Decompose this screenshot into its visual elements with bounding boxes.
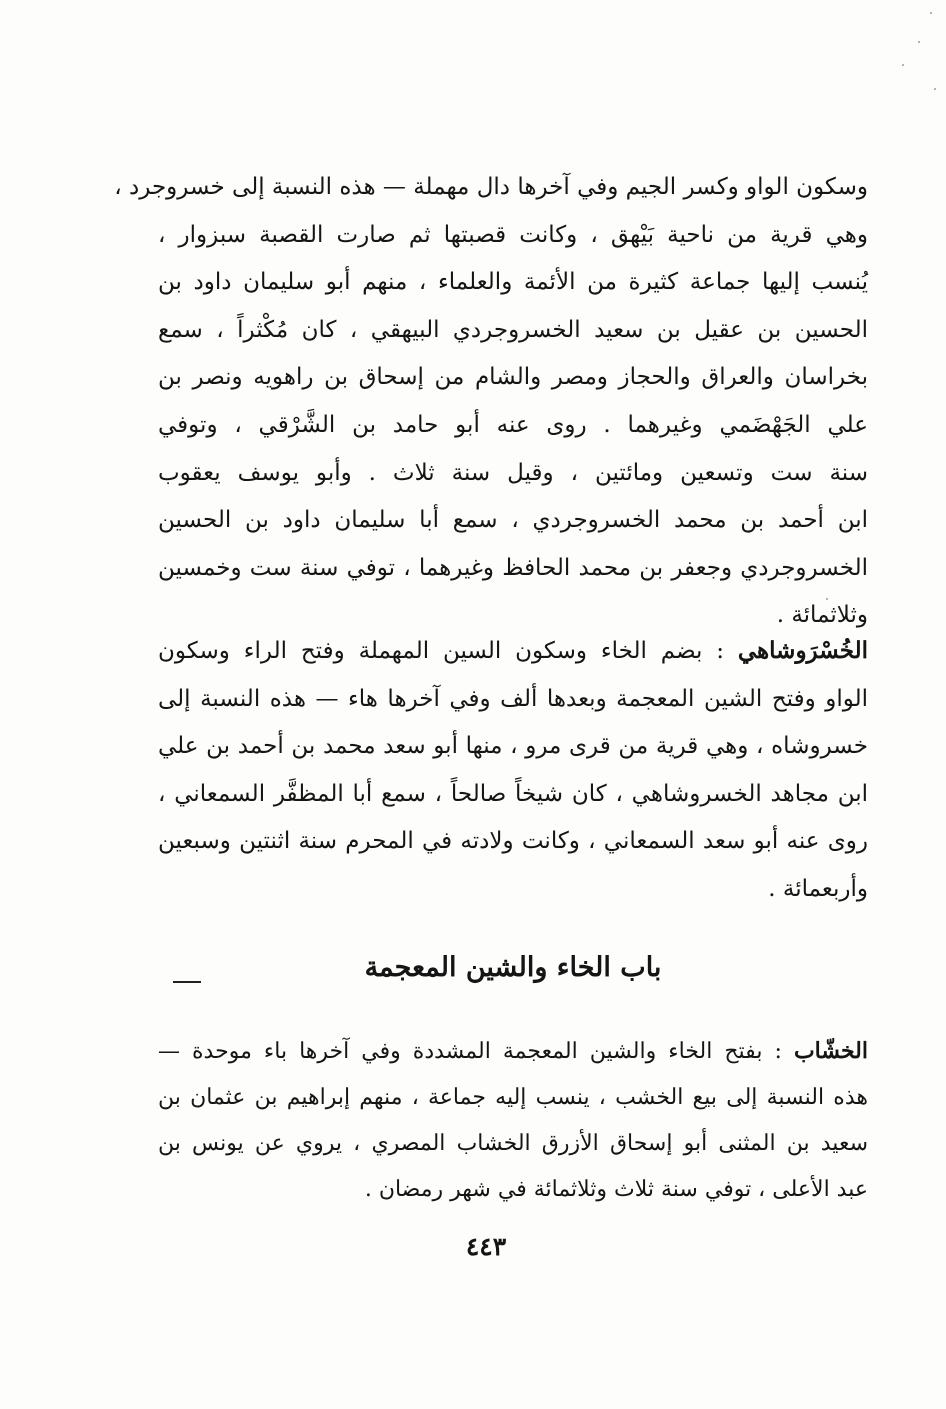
- paragraph-khusrawshahi: [158, 627, 868, 914]
- text-line: الحسين بن عقيل بن سعيد الخسروجردي البيهقي ، كان مُكْثراً ، سمع: [158, 316, 868, 343]
- heading-dash-mark: [173, 981, 201, 983]
- text-line: يُنسب إليها جماعة كثيرة من الأئمة والعلماء ، منهم أبو سليمان داود بن: [158, 269, 868, 296]
- section-heading: باب الخاء والشين المعجمة: [364, 952, 662, 983]
- paper-speck: [902, 64, 904, 66]
- text-line: سنة ست وتسعين ومائتين ، وقيل سنة ثلاث . وأبو يوسف يعقوب: [158, 459, 868, 486]
- entry-first-line: [158, 1028, 868, 1075]
- text-line: سعيد بن المثنى أبو إسحاق الأزرق الخشاب المصري ، يروي عن يونس بن: [158, 1131, 868, 1156]
- text-line: وأربعمائة .: [768, 875, 868, 902]
- entry-first-line: [158, 627, 868, 676]
- text-line: عبد الأعلى ، توفي سنة ثلاث وثلاثمائة في شهر رمضان .: [364, 1177, 868, 1202]
- text-line: وهي قرية من ناحية بَيْهق ، وكانت قصبتها ثم صارت القصبة سبزوار ،: [158, 221, 868, 248]
- text-line: ابن أحمد بن محمد الخسروجردي ، سمع أبا سليمان داود بن الحسين: [158, 507, 868, 534]
- paper-speck: [934, 88, 936, 90]
- paragraph-khashshab: [158, 1028, 868, 1213]
- text-line: وثلاثمائة .: [776, 602, 868, 629]
- text-line: بخراسان والعراق والحجاز ومصر والشام من إسحاق بن راهويه ونصر بن: [158, 364, 868, 391]
- text-line: الواو وفتح الشين المعجمة وبعدها ألف وفي آخرها هاء — هذه النسبة إلى: [158, 685, 868, 712]
- paragraph-khusrawjirdi-continued: [114, 164, 868, 640]
- text-line: هذه النسبة إلى بيع الخشب ، ينسب إليه جماعة ، منهم إبراهيم بن عثمان بن: [158, 1085, 868, 1110]
- text-line: خسروشاه ، وهي قرية من قرى مرو ، منها أبو سعد محمد بن أحمد بن علي: [158, 733, 868, 760]
- paper-speck: [930, 12, 932, 14]
- entry-definition-start: : بفتح الخاء والشين المعجمة المشددة وفي آخرها باء موحدة —: [158, 1039, 782, 1064]
- text-line: الخسروجردي وجعفر بن محمد الحافظ وغيرهما ، توفي سنة ست وخمسين: [158, 554, 868, 581]
- text-line: وسكون الواو وكسر الجيم وفي آخرها دال مهملة — هذه النسبة إلى خسروجرد ،: [114, 174, 868, 200]
- text-line: ابن مجاهد الخسروشاهي ، كان شيخاً صالحاً ، سمع أبا المظفَّر السمعاني ،: [158, 780, 868, 807]
- entry-lemma: الخُسْرَوشاهي: [737, 637, 869, 664]
- text-line: علي الجَهْضَمي وغيرهما . روى عنه أبو حامد بن الشَّرْقي ، وتوفي: [158, 411, 868, 438]
- text-line: روى عنه أبو سعد السمعاني ، وكانت ولادته في المحرم سنة اثنتين وسبعين: [158, 828, 868, 855]
- entry-definition-start: : بضم الخاء وسكون السين المهملة وفتح الراء وسكون: [158, 638, 725, 664]
- page-number: ٤٤٣: [465, 1232, 507, 1261]
- paper-speck: [918, 41, 920, 43]
- entry-lemma: الخشّاب: [793, 1038, 868, 1064]
